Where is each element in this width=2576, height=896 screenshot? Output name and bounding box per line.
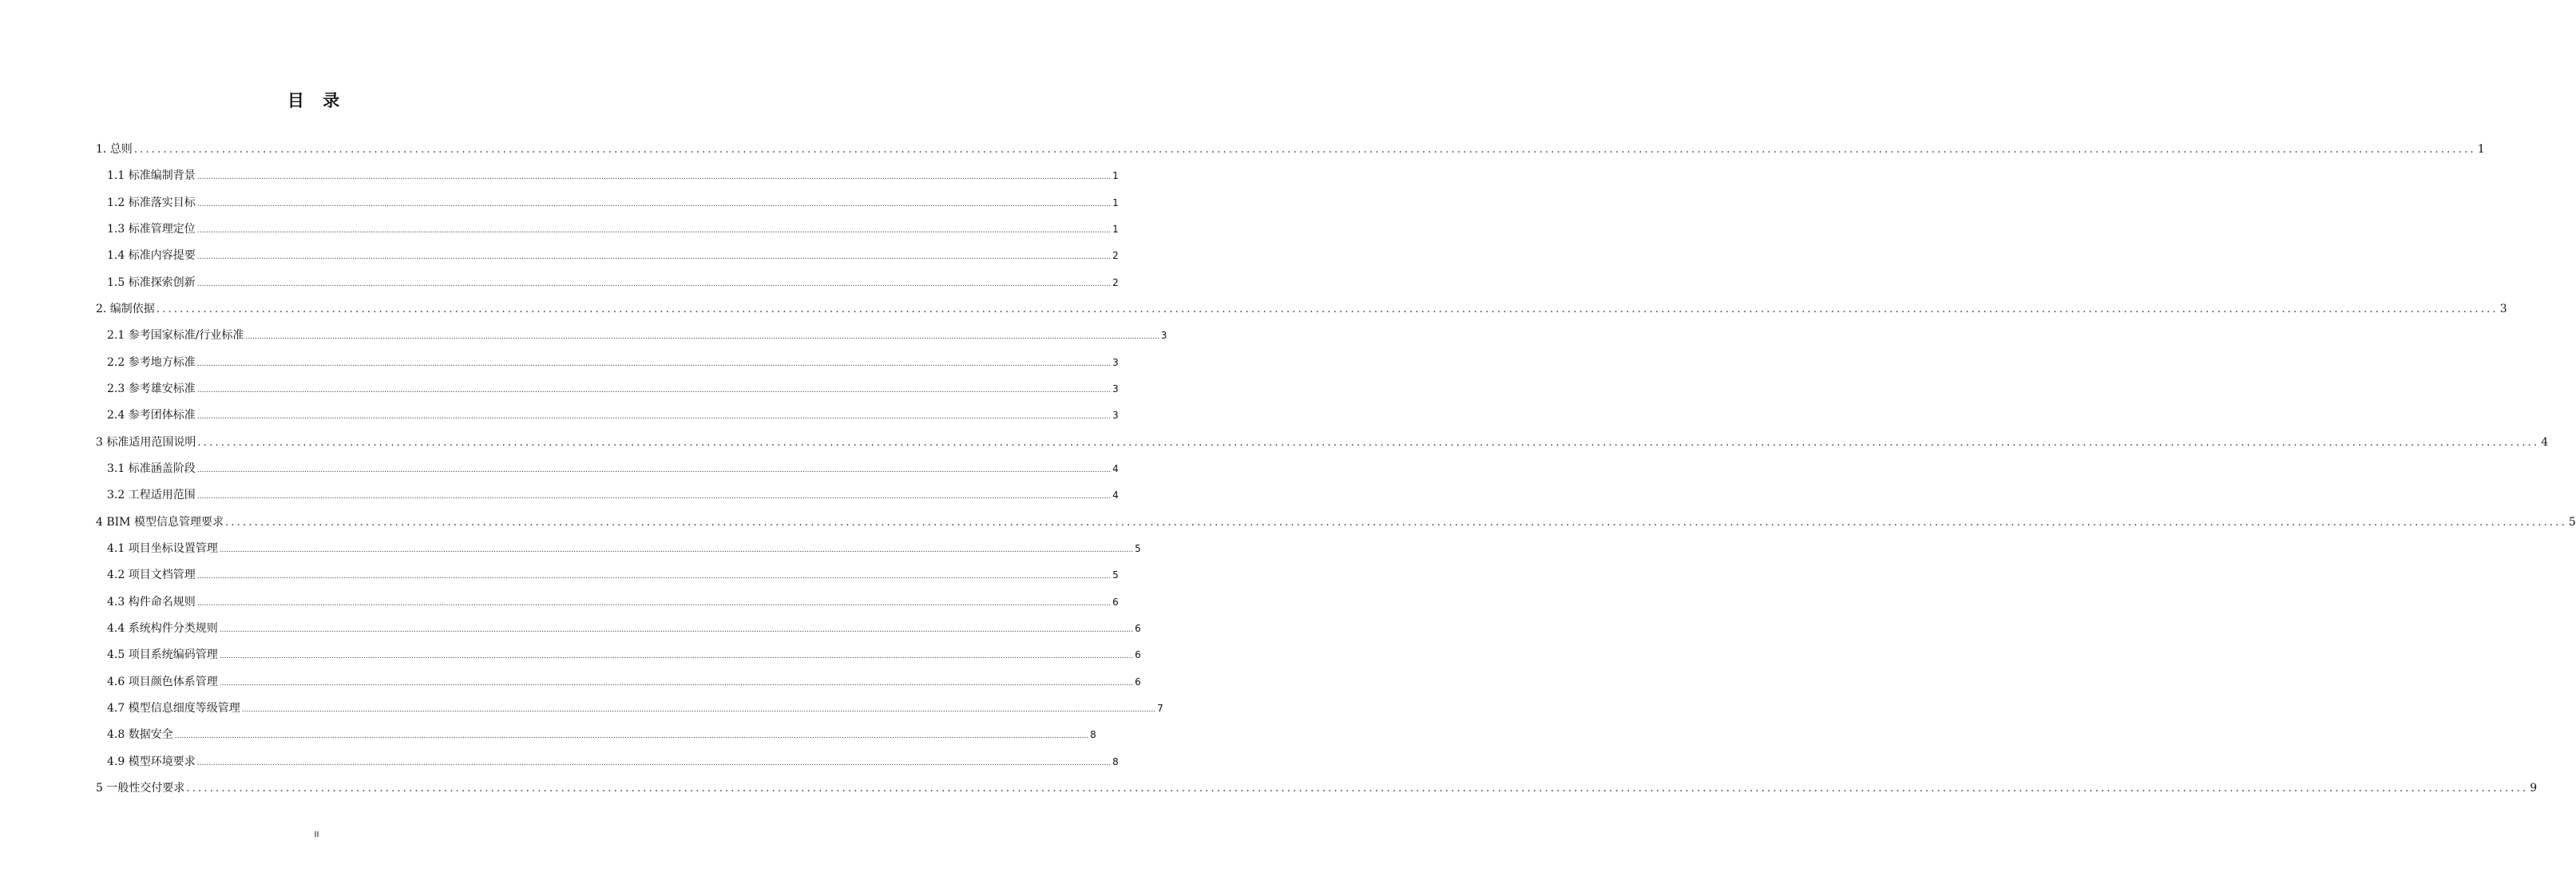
toc-entry-label: 2.3 参考雄安标准 [107, 382, 196, 395]
toc-dot-leader: ................................................................................................................................................................................................................................................................................................................................................................................................................ [196, 466, 1112, 474]
toc-entry-label: 1.4 标准内容提要 [107, 249, 196, 263]
toc-entry-label: 4.1 项目坐标设置管理 [107, 541, 218, 555]
toc-entry-label: 2.1 参考国家标准/行业标准 [107, 329, 244, 343]
toc-dot-leader: ................................................................................................................................................................................................................................................................................................................................................................................................................ [156, 303, 2499, 315]
toc-entry-page-number: 5 [1112, 569, 1119, 581]
toc-section-entry[interactable] [96, 350, 1119, 376]
toc-entry-page-number: 3 [1112, 356, 1119, 368]
toc-section-entry[interactable] [96, 402, 1119, 429]
toc-entry-page-number: 1 [1112, 223, 1119, 235]
toc-section-entry[interactable] [96, 216, 1119, 243]
toc-dot-leader: ................................................................................................................................................................................................................................................................................................................................................................................................................ [174, 732, 1089, 741]
toc-entry-label: 4.2 项目文档管理 [107, 569, 196, 582]
toc-dot-leader: ................................................................................................................................................................................................................................................................................................................................................................................................................ [241, 705, 1156, 714]
toc-entry-page-number: 2 [1112, 250, 1119, 262]
toc-section-entry[interactable] [96, 190, 1119, 216]
table-of-contents [96, 137, 2576, 802]
toc-entry-label: 4.8 数据安全 [107, 728, 173, 742]
toc-entry-label: 3.1 标准涵盖阶段 [107, 462, 196, 475]
toc-entry-label: 1.3 标准管理定位 [107, 222, 196, 236]
toc-dot-leader: ................................................................................................................................................................................................................................................................................................................................................................................................................ [196, 226, 1112, 235]
toc-entry-label: 2.4 参考团体标准 [107, 409, 196, 422]
toc-section-entry[interactable] [96, 589, 1119, 616]
toc-entry-label: 1.1 标准编制背景 [107, 169, 196, 183]
toc-entry-page-number: 8 [1112, 755, 1119, 767]
toc-dot-leader: ................................................................................................................................................................................................................................................................................................................................................................................................................ [196, 413, 1112, 422]
toc-dot-leader: ................................................................................................................................................................................................................................................................................................................................................................................................................ [196, 359, 1112, 368]
toc-dot-leader: ................................................................................................................................................................................................................................................................................................................................................................................................................ [196, 493, 1112, 502]
toc-entry-page-number: 8 [1090, 729, 1096, 741]
toc-chapter-entry[interactable] [96, 509, 2576, 536]
toc-section-entry[interactable] [96, 243, 1119, 269]
toc-section-entry[interactable] [96, 270, 1119, 296]
toc-section-entry[interactable] [96, 749, 1119, 775]
toc-entry-page-number: 6 [1135, 649, 1141, 661]
toc-entry-label: 3.2 工程适用范围 [107, 489, 196, 502]
toc-entry-page-number: 3 [1160, 330, 1167, 342]
toc-entry-page-number: 4 [2541, 435, 2549, 449]
toc-entry-page-number: 7 [1157, 702, 1163, 714]
toc-entry-page-number: 1 [1112, 170, 1119, 182]
toc-entry-label: 2.2 参考地方标准 [107, 355, 196, 369]
toc-entry-page-number: 3 [1112, 383, 1119, 394]
toc-section-entry[interactable] [96, 642, 1141, 668]
toc-section-entry[interactable] [96, 456, 1119, 482]
toc-section-entry[interactable] [96, 669, 1141, 696]
toc-entry-label: 4 BIM 模型信息管理要求 [96, 515, 224, 529]
toc-section-entry[interactable] [96, 616, 1141, 642]
toc-dot-leader: ................................................................................................................................................................................................................................................................................................................................................................................................................ [133, 144, 2476, 156]
toc-entry-label: 4.5 项目系统编码管理 [107, 648, 218, 662]
toc-entry-label: 1.5 标准探索创新 [107, 276, 196, 289]
toc-entry-page-number: 6 [1135, 622, 1141, 634]
toc-section-entry[interactable] [96, 482, 1119, 509]
toc-dot-leader: ................................................................................................................................................................................................................................................................................................................................................................................................................ [219, 545, 1134, 554]
toc-dot-leader: ................................................................................................................................................................................................................................................................................................................................................................................................................ [224, 516, 2567, 529]
toc-dot-leader: ................................................................................................................................................................................................................................................................................................................................................................................................................ [245, 333, 1159, 342]
toc-chapter-entry[interactable] [96, 775, 2538, 802]
toc-entry-page-number: 5 [2568, 515, 2576, 529]
toc-entry-page-number: 3 [1112, 410, 1119, 422]
toc-entry-label: 1.2 标准落实目标 [107, 196, 196, 209]
toc-section-entry[interactable] [96, 163, 1119, 189]
toc-entry-page-number: 5 [1135, 542, 1141, 554]
toc-dot-leader: ................................................................................................................................................................................................................................................................................................................................................................................................................ [196, 173, 1112, 182]
toc-chapter-entry[interactable] [96, 137, 2485, 163]
toc-chapter-entry[interactable] [96, 430, 2549, 456]
toc-dot-leader: ................................................................................................................................................................................................................................................................................................................................................................................................................ [196, 599, 1112, 608]
toc-entry-label: 5 一般性交付要求 [96, 781, 185, 795]
toc-entry-label: 3 标准适用范围说明 [96, 435, 196, 449]
toc-dot-leader: ................................................................................................................................................................................................................................................................................................................................................................................................................ [219, 679, 1134, 688]
toc-entry-label: 1. 总则 [96, 143, 133, 156]
toc-entry-page-number: 3 [2499, 302, 2507, 315]
toc-dot-leader: ................................................................................................................................................................................................................................................................................................................................................................................................................ [196, 573, 1112, 581]
toc-dot-leader: ................................................................................................................................................................................................................................................................................................................................................................................................................ [186, 782, 2529, 795]
toc-entry-label: 4.3 构件命名规则 [107, 595, 196, 609]
toc-entry-label: 2. 编制依据 [96, 302, 155, 315]
toc-entry-page-number: 9 [2530, 781, 2538, 795]
toc-entry-label: 4.4 系统构件分类规则 [107, 621, 218, 635]
toc-dot-leader: ................................................................................................................................................................................................................................................................................................................................................................................................................ [196, 759, 1112, 767]
toc-entry-page-number: 6 [1135, 676, 1141, 688]
toc-dot-leader: ................................................................................................................................................................................................................................................................................................................................................................................................................ [196, 386, 1112, 394]
toc-title: 目 录 [287, 91, 347, 110]
toc-entry-page-number: 1 [2477, 143, 2485, 156]
toc-section-entry[interactable] [96, 696, 1163, 722]
toc-dot-leader: ................................................................................................................................................................................................................................................................................................................................................................................................................ [196, 200, 1112, 208]
toc-chapter-entry[interactable] [96, 296, 2507, 323]
toc-entry-page-number: 1 [1112, 196, 1119, 208]
toc-entry-label: 4.6 项目颜色体系管理 [107, 675, 218, 688]
toc-dot-leader: ................................................................................................................................................................................................................................................................................................................................................................................................................ [219, 652, 1134, 661]
toc-section-entry[interactable] [96, 323, 1167, 349]
toc-section-entry[interactable] [96, 722, 1096, 748]
toc-entry-label: 4.7 模型信息细度等级管理 [107, 701, 240, 715]
toc-entry-label: 4.9 模型环境要求 [107, 755, 196, 768]
toc-section-entry[interactable] [96, 376, 1119, 402]
page-number-footer: II [314, 831, 319, 839]
toc-entry-page-number: 4 [1112, 462, 1119, 474]
toc-section-entry[interactable] [96, 536, 1141, 562]
toc-section-entry[interactable] [96, 562, 1119, 589]
toc-entry-page-number: 4 [1112, 490, 1119, 502]
toc-dot-leader: ................................................................................................................................................................................................................................................................................................................................................................................................................ [219, 625, 1134, 634]
toc-dot-leader: ................................................................................................................................................................................................................................................................................................................................................................................................................ [197, 436, 2540, 449]
toc-entry-page-number: 6 [1112, 596, 1119, 608]
toc-dot-leader: ................................................................................................................................................................................................................................................................................................................................................................................................................ [196, 280, 1112, 288]
toc-entry-page-number: 2 [1112, 276, 1119, 288]
toc-dot-leader: ................................................................................................................................................................................................................................................................................................................................................................................................................ [196, 253, 1112, 262]
